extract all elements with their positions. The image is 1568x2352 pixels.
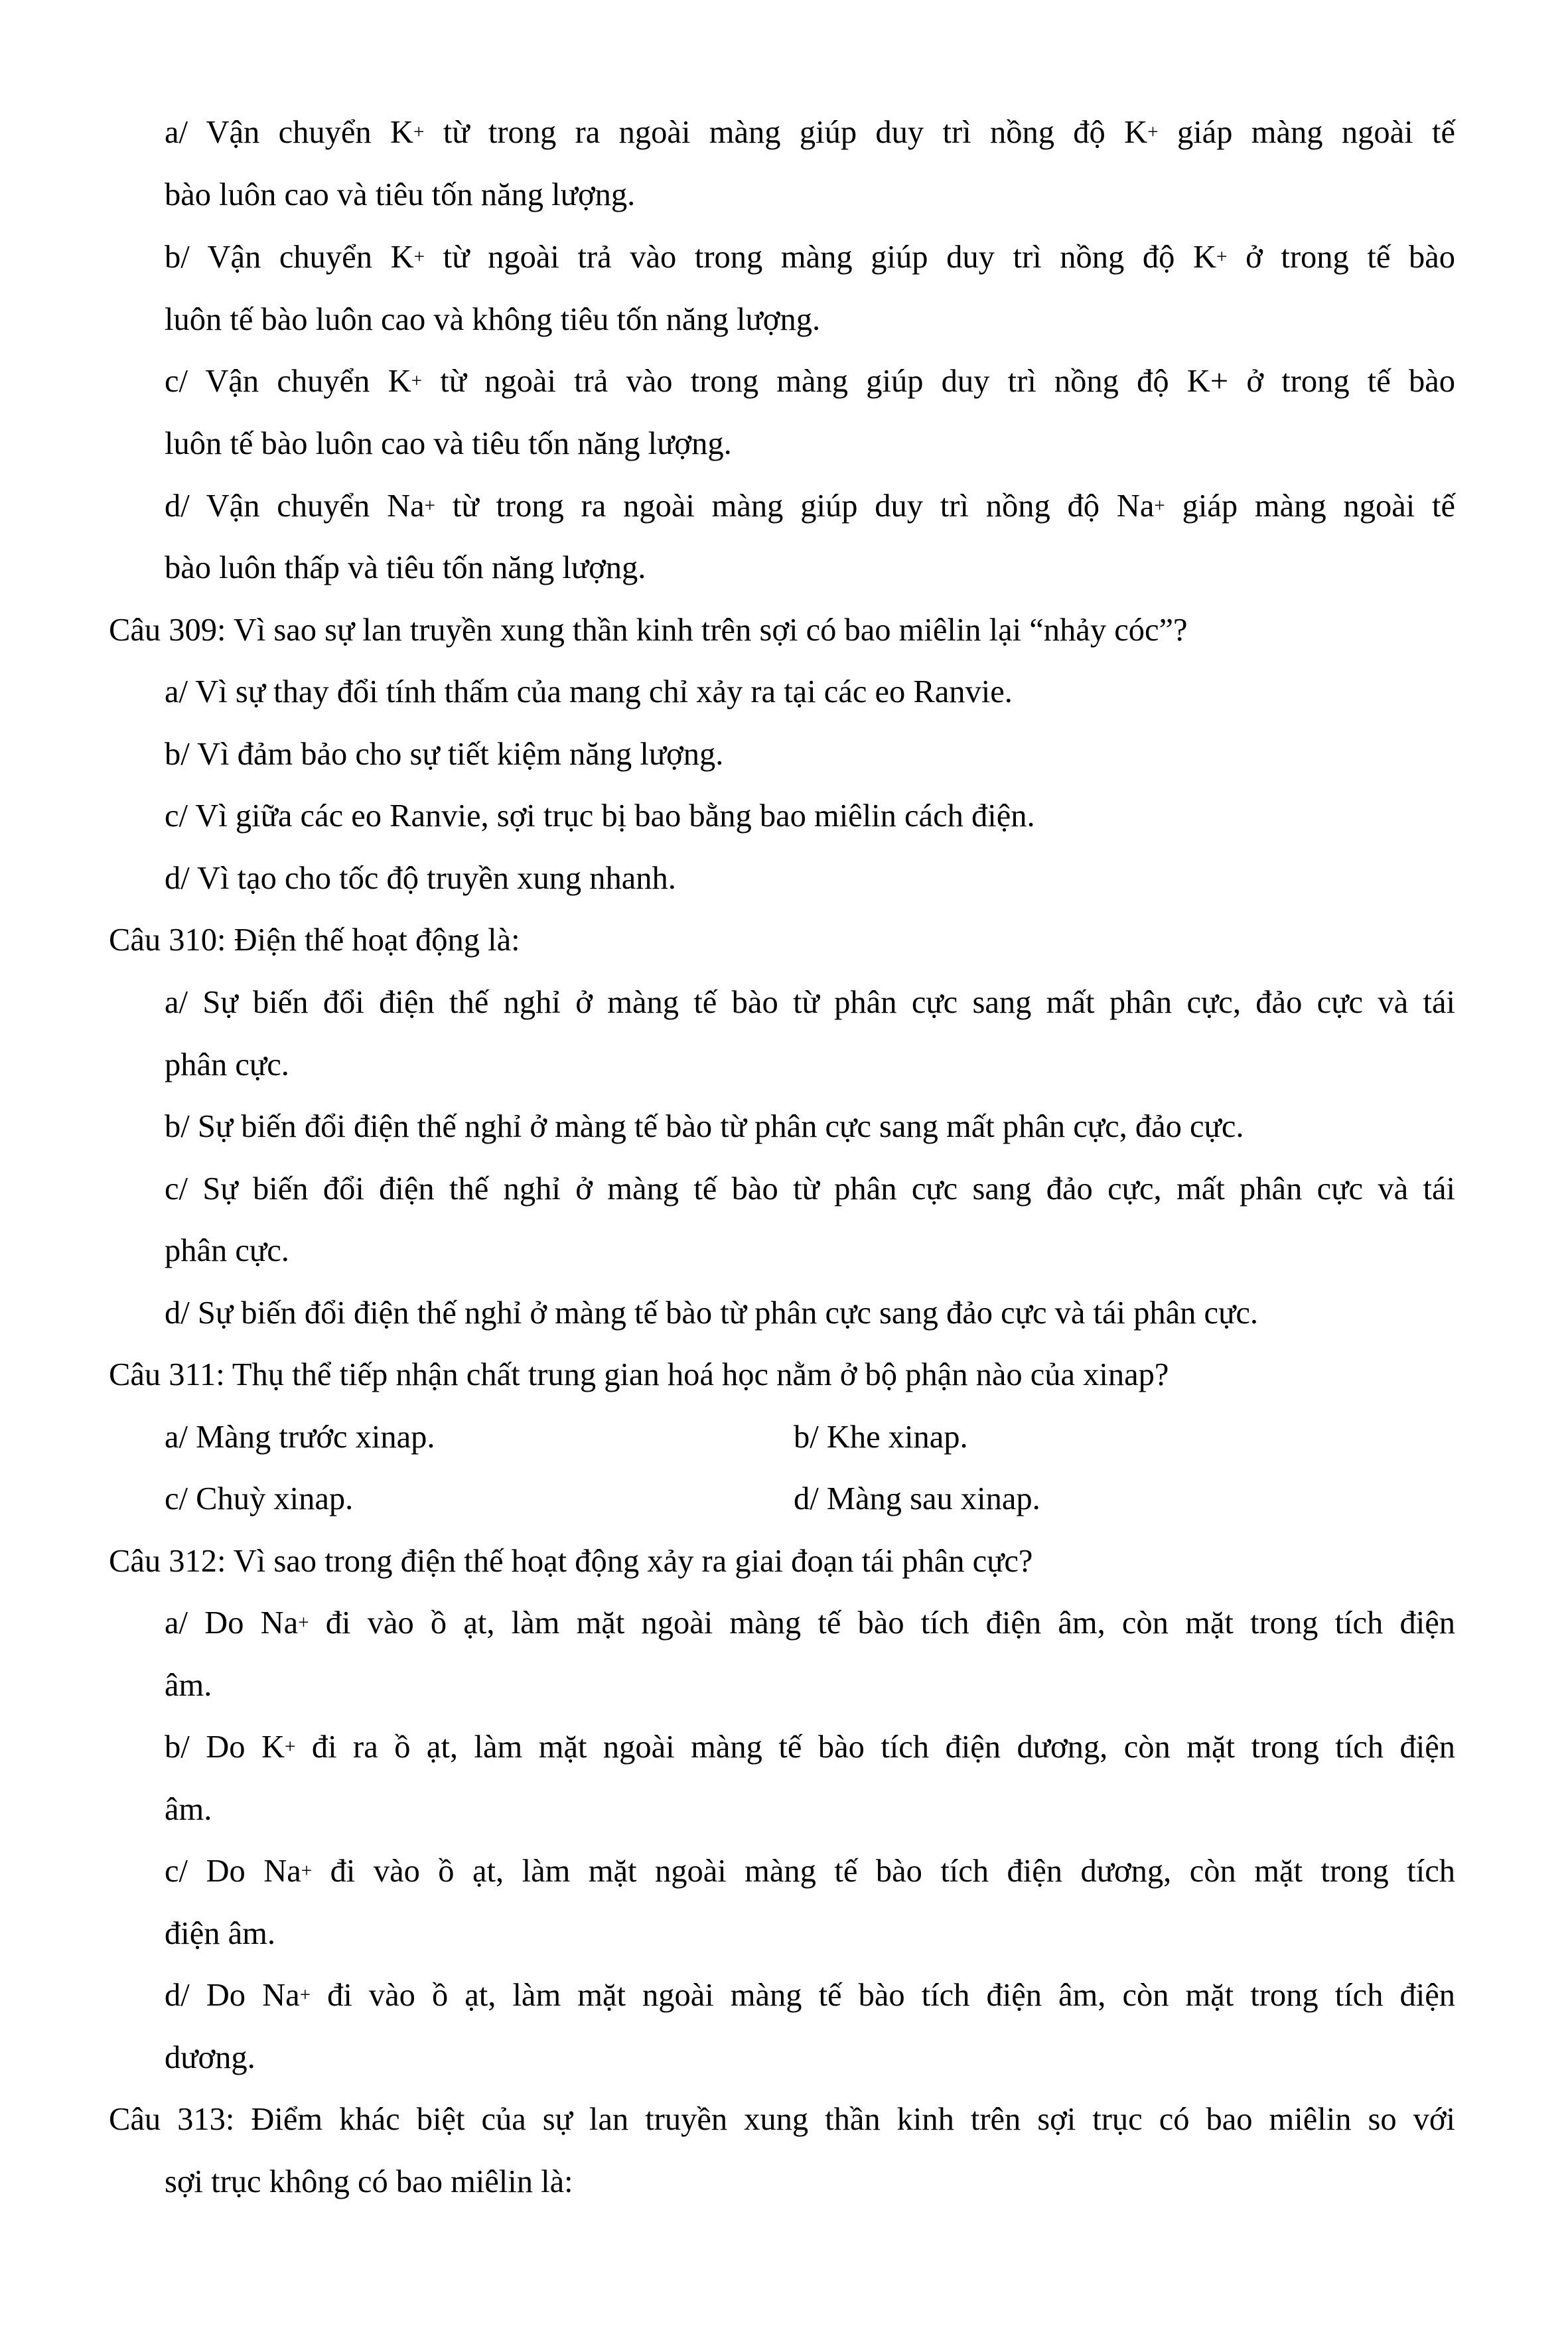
q312-option-a-line1: a/ Do Na+ đi vào ồ ạt, làm mặt ngoài màng tế bào tích điện âm, còn mặt trong tích điện (165, 1605, 1455, 1641)
q311-option-a: a/ Màng trước xinap. (165, 1420, 435, 1455)
q312-option-a-line2: âm. (165, 1668, 212, 1703)
q310-question: Câu 310: Điện thế hoạt động là: (109, 922, 520, 958)
q308-option-a-line2: bào luôn cao và tiêu tốn năng lượng. (165, 177, 636, 212)
q311-option-b: b/ Khe xinap. (794, 1420, 968, 1455)
q308-option-d-line2: bào luôn thấp và tiêu tốn năng lượng. (165, 550, 646, 585)
q310-option-a-line1: a/ Sự biến đổi điện thế nghỉ ở màng tế bào từ phân cực sang mất phân cực, đảo cực và tái (165, 985, 1455, 1020)
q309-option-c: c/ Vì giữa các eo Ranvie, sợi trục bị bao bằng bao miêlin cách điện. (165, 798, 1035, 834)
q308-option-c-line1: c/ Vận chuyển K+ từ ngoài trả vào trong màng giúp duy trì nồng độ K+ ở trong tế bào (165, 364, 1455, 399)
q310-option-b: b/ Sự biến đổi điện thế nghỉ ở màng tế bào từ phân cực sang mất phân cực, đảo cực. (165, 1109, 1244, 1144)
q312-question: Câu 312: Vì sao trong điện thế hoạt động xảy ra giai đoạn tái phân cực? (109, 1544, 1033, 1579)
q313-question-line2: sợi trục không có bao miêlin là: (165, 2164, 573, 2199)
q308-option-d-line1: d/ Vận chuyển Na+ từ trong ra ngoài màng giúp duy trì nồng độ Na+ giáp màng ngoài tế (165, 488, 1455, 524)
q313-question-line1: Câu 313: Điểm khác biệt của sự lan truyền xung thần kinh trên sợi trục có bao miêlin so với (109, 2102, 1455, 2137)
q308-option-b-line2: luôn tế bào luôn cao và không tiêu tốn năng lượng. (165, 302, 821, 337)
q312-option-b-line2: âm. (165, 1792, 212, 1827)
q312-option-d-line1: d/ Do Na+ đi vào ồ ạt, làm mặt ngoài màng tế bào tích điện âm, còn mặt trong tích điện (165, 1978, 1455, 2013)
q308-option-a-line1: a/ Vận chuyển K+ từ trong ra ngoài màng giúp duy trì nồng độ K+ giáp màng ngoài tế (165, 115, 1455, 150)
q311-option-d: d/ Màng sau xinap. (794, 1481, 1040, 1516)
q309-option-d: d/ Vì tạo cho tốc độ truyền xung nhanh. (165, 861, 676, 896)
q308-option-c-line2: luôn tế bào luôn cao và tiêu tốn năng lượng. (165, 426, 732, 461)
q309-option-b: b/ Vì đảm bảo cho sự tiết kiệm năng lượng. (165, 737, 724, 772)
q312-option-b-line1: b/ Do K+ đi ra ồ ạt, làm mặt ngoài màng tế bào tích điện dương, còn mặt trong tích điện (165, 1729, 1455, 1765)
q312-option-c-line2: điện âm. (165, 1916, 276, 1951)
q311-option-c: c/ Chuỳ xinap. (165, 1481, 354, 1516)
q310-option-c-line2: phân cực. (165, 1233, 289, 1268)
q308-option-b-line1: b/ Vận chuyển K+ từ ngoài trả vào trong màng giúp duy trì nồng độ K+ ở trong tế bào (165, 240, 1456, 275)
q312-option-c-line1: c/ Do Na+ đi vào ồ ạt, làm mặt ngoài màng tế bào tích điện dương, còn mặt trong tích (165, 1854, 1455, 1889)
q310-option-a-line2: phân cực. (165, 1047, 289, 1082)
q309-option-a: a/ Vì sự thay đổi tính thấm của mang chỉ xảy ra tại các eo Ranvie. (165, 674, 1013, 709)
q310-option-d: d/ Sự biến đổi điện thế nghỉ ở màng tế bào từ phân cực sang đảo cực và tái phân cực. (165, 1295, 1259, 1331)
q309-question: Câu 309: Vì sao sự lan truyền xung thần kinh trên sợi có bao miêlin lại “nhảy cóc”? (109, 613, 1188, 648)
q310-option-c-line1: c/ Sự biến đổi điện thế nghỉ ở màng tế bào từ phân cực sang đảo cực, mất phân cực và tái (165, 1171, 1455, 1207)
q312-option-d-line2: dương. (165, 2040, 255, 2075)
q311-question: Câu 311: Thụ thể tiếp nhận chất trung gian hoá học nằm ở bộ phận nào của xinap? (109, 1357, 1169, 1392)
